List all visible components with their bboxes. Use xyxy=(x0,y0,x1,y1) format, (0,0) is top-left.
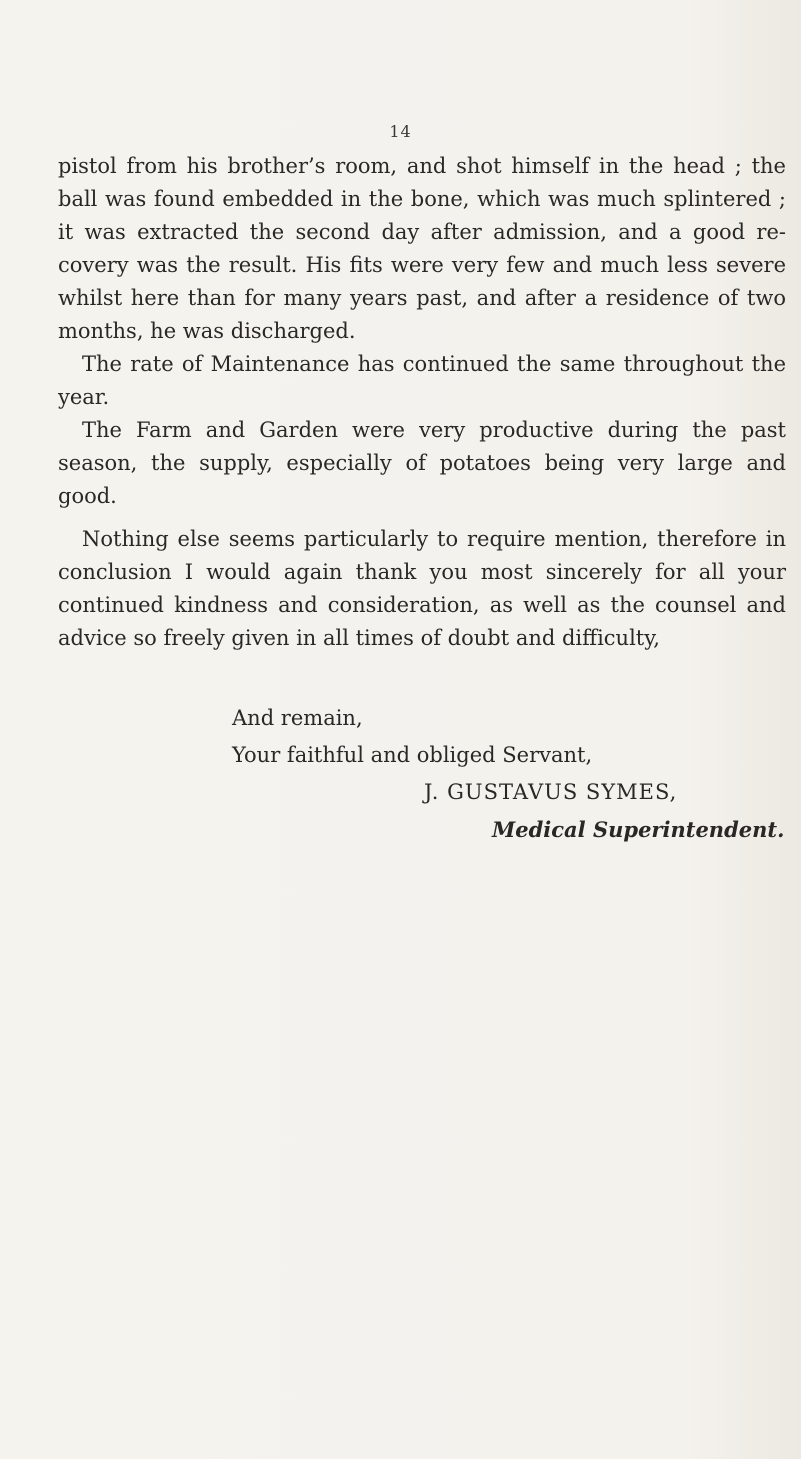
paragraph-farm-garden: The Farm and Garden were very productive during the past season, the supply, especially of potatoes being very large and good. xyxy=(58,418,786,508)
signatory-name: J. GUSTAVUS SYMES, xyxy=(424,780,678,804)
signatory-title: Medical Superintendent. xyxy=(492,817,785,842)
closing-remain: And remain, xyxy=(232,706,363,730)
paragraph-case-report: pistol from his brother’s room, and shot himself in the head ; the ball was found embedded in the bone, which was much splintered ; it was extracted the second day after admission, and a good re-covery was the result. His fits were very few and much less severe whilst here than for many years past, and after a residence of two months, he was discharged. xyxy=(58,154,786,343)
page-number: 14 xyxy=(389,122,412,141)
letter-body xyxy=(58,150,786,655)
paragraph-conclusion: Nothing else seems particularly to require mention, therefore in conclusion I would again thank you most sincerely for all your continued kindness and consideration, as well as the counsel and advice so freely given in all times of doubt and difficulty, xyxy=(58,527,786,650)
closing-servant: Your faithful and obliged Servant, xyxy=(232,743,593,767)
paragraph-maintenance: The rate of Maintenance has continued the same throughout the year. xyxy=(58,352,786,409)
